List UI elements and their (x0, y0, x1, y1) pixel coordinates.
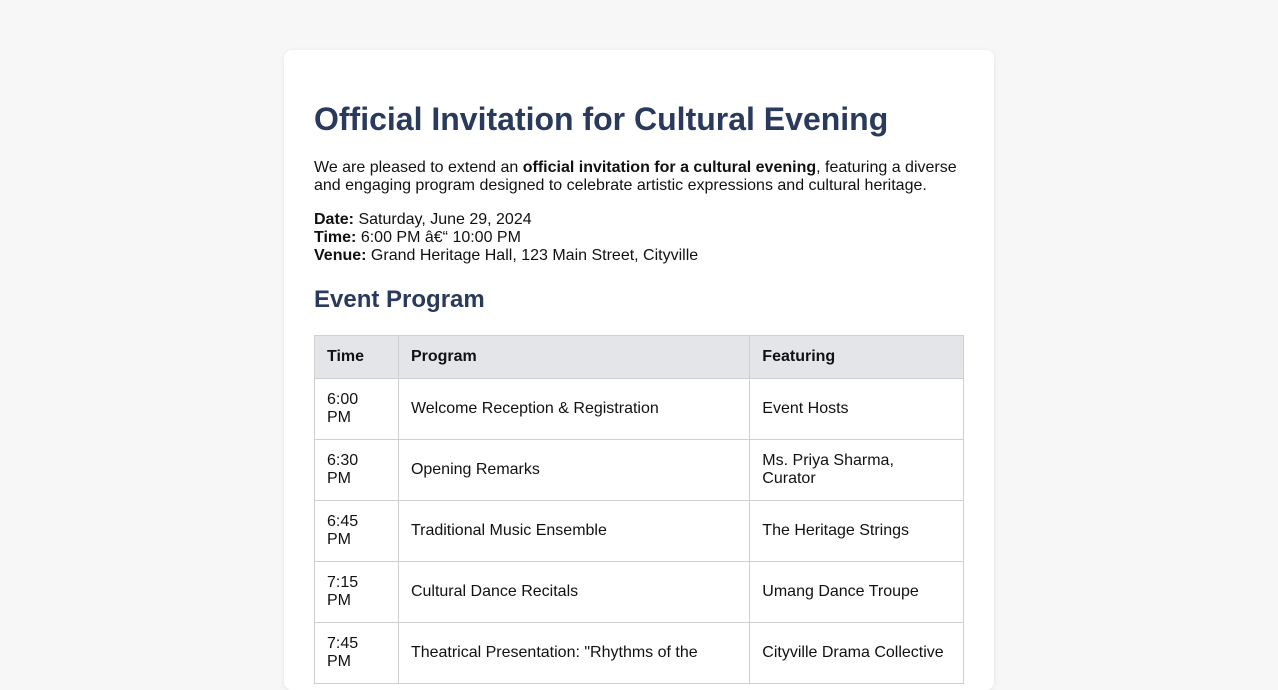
table-row (315, 440, 964, 501)
intro-text-end: , featuring a diverse and engaging program designed to celebrate artistic expressions and cultural heritage. (314, 159, 957, 194)
cell-time: 7:45 PM (315, 623, 399, 684)
time-value: 6:00 PM â€“ 10:00 PM (356, 229, 521, 246)
header-featuring: Featuring (750, 336, 964, 379)
intro-text-start: We are pleased to extend an (314, 159, 523, 176)
program-table (314, 335, 964, 684)
date-row (314, 211, 964, 229)
cell-featuring: Ms. Priya Sharma, Curator (750, 440, 964, 501)
intro-text-bold: official invitation for a cultural evening (522, 159, 817, 176)
cell-program: Opening Remarks (398, 440, 749, 501)
cell-featuring: Cityville Drama Collective (750, 623, 964, 684)
event-details (314, 211, 964, 265)
cell-featuring: The Heritage Strings (750, 501, 964, 562)
venue-value: Grand Heritage Hall, 123 Main Street, Cityville (366, 247, 699, 264)
table-row (315, 562, 964, 623)
table-header-row (315, 336, 964, 379)
table-row (315, 623, 964, 684)
cell-time: 6:30 PM (315, 440, 399, 501)
cell-featuring: Umang Dance Troupe (750, 562, 964, 623)
cell-program: Traditional Music Ensemble (398, 501, 749, 562)
time-label: Time: (314, 229, 357, 246)
header-program: Program (398, 336, 749, 379)
cell-time: 7:15 PM (315, 562, 399, 623)
cell-program: Cultural Dance Recitals (398, 562, 749, 623)
table-row (315, 379, 964, 440)
cell-featuring: Event Hosts (750, 379, 964, 440)
venue-row (314, 247, 964, 265)
invitation-card (284, 50, 994, 690)
page-title: Official Invitation for Cultural Evening (314, 101, 889, 137)
venue-label: Venue: (314, 247, 367, 264)
program-heading: Event Program (314, 286, 485, 313)
date-label: Date: (314, 211, 355, 228)
cell-time: 6:45 PM (315, 501, 399, 562)
header-time: Time (315, 336, 399, 379)
table-row (315, 501, 964, 562)
intro-paragraph (314, 159, 964, 195)
cell-time: 6:00 PM (315, 379, 399, 440)
date-value: Saturday, June 29, 2024 (354, 211, 532, 228)
cell-program: Theatrical Presentation: "Rhythms of the (398, 623, 749, 684)
cell-program: Welcome Reception & Registration (398, 379, 749, 440)
time-row (314, 229, 964, 247)
